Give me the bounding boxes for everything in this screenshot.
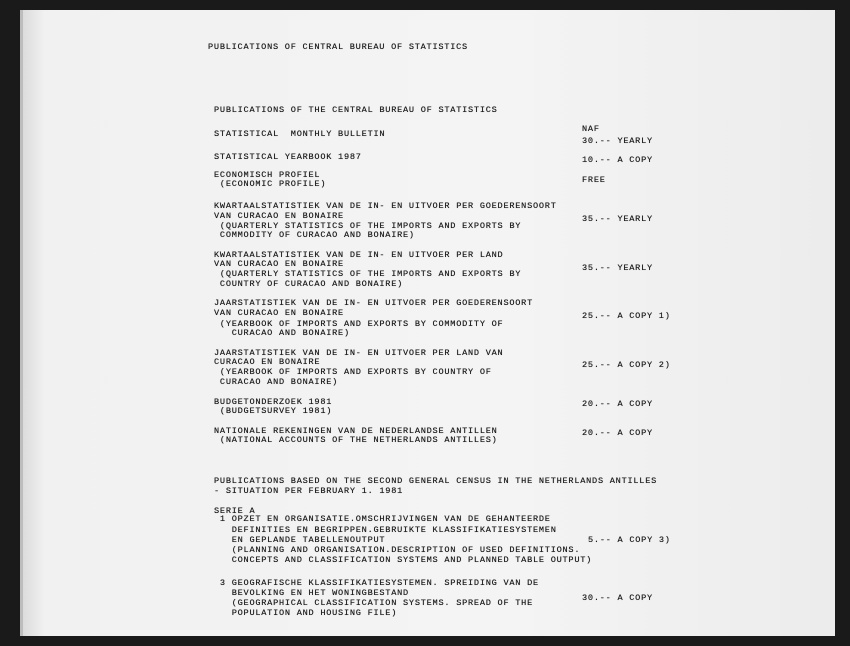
- census-subtitle: - SITUATION PER FEBRUARY 1. 1981: [214, 486, 404, 496]
- entry-line: (YEARBOOK OF IMPORTS AND EXPORTS BY COUNTRY OF: [214, 367, 492, 377]
- entry-price: 35.-- YEARLY: [582, 214, 653, 224]
- entry-line: CONCEPTS AND CLASSIFICATION SYSTEMS AND PLANNED TABLE OUTPUT): [214, 555, 593, 565]
- entry-line: JAARSTATISTIEK VAN DE IN- EN UITVOER PER GOEDERENSOORT: [214, 298, 533, 308]
- entry-line: KWARTAALSTATISTIEK VAN DE IN- EN UITVOER PER GOEDERENSOORT: [214, 201, 557, 211]
- entry-line: EN GEPLANDE TABELLENOUTPUT: [214, 535, 386, 545]
- entry-line: ECONOMISCH PROFIEL: [214, 170, 321, 180]
- entry-line: 1 OPZET EN ORGANISATIE.OMSCHRIJVINGEN VAN DE GEHANTEERDE: [214, 514, 551, 524]
- document-page: [20, 10, 835, 636]
- entry-line: (QUARTERLY STATISTICS OF THE IMPORTS AND EXPORTS BY: [214, 221, 522, 231]
- entry-line: STATISTICAL YEARBOOK 1987: [214, 152, 362, 162]
- entry-price: 20.-- A COPY: [582, 399, 653, 409]
- entry-line: JAARSTATISTIEK VAN DE IN- EN UITVOER PER LAND VAN: [214, 348, 504, 358]
- entry-price: 30.-- A COPY: [582, 593, 653, 603]
- entry-line: (QUARTERLY STATISTICS OF THE IMPORTS AND EXPORTS BY: [214, 269, 522, 279]
- section-title: PUBLICATIONS OF THE CENTRAL BUREAU OF STATISTICS: [214, 105, 498, 115]
- entry-price: 25.-- A COPY 2): [582, 360, 671, 370]
- page-gutter: [20, 10, 23, 636]
- entry-line: KWARTAALSTATISTIEK VAN DE IN- EN UITVOER PER LAND: [214, 250, 504, 260]
- series-label: SERIE A: [214, 506, 256, 516]
- entry-line: STATISTICAL MONTHLY BULLETIN: [214, 129, 386, 139]
- entry-price: 10.-- A COPY: [582, 155, 653, 165]
- entry-line: (ECONOMIC PROFILE): [214, 179, 327, 189]
- entry-price: 25.-- A COPY 1): [582, 311, 671, 321]
- entry-price: 30.-- YEARLY: [582, 136, 653, 146]
- entry-price: 5.-- A COPY 3): [588, 535, 671, 545]
- currency-label: NAF: [582, 124, 600, 134]
- entry-line: NATIONALE REKENINGEN VAN DE NEDERLANDSE ANTILLEN: [214, 426, 498, 436]
- entry-line: COUNTRY OF CURACAO AND BONAIRE): [214, 279, 404, 289]
- entry-line: (NATIONAL ACCOUNTS OF THE NETHERLANDS ANTILLES): [214, 435, 498, 445]
- entry-line: CURACAO AND BONAIRE): [214, 328, 350, 338]
- entry-line: 3 GEOGRAFISCHE KLASSIFIKATIESYSTEMEN. SPREIDING VAN DE: [214, 578, 539, 588]
- entry-line: DEFINITIES EN BEGRIPPEN.GEBRUIKTE KLASSIFIKATIESYSTEMEN: [214, 525, 557, 535]
- entry-line: COMMODITY OF CURACAO AND BONAIRE): [214, 230, 415, 240]
- entry-line: CURACAO EN BONAIRE: [214, 357, 321, 367]
- entry-line: (BUDGETSURVEY 1981): [214, 406, 333, 416]
- header-title: PUBLICATIONS OF CENTRAL BUREAU OF STATISTICS: [208, 42, 468, 52]
- entry-line: VAN CURACAO EN BONAIRE: [214, 259, 344, 269]
- entry-line: VAN CURACAO EN BONAIRE: [214, 211, 344, 221]
- entry-line: (YEARBOOK OF IMPORTS AND EXPORTS BY COMMODITY OF: [214, 319, 504, 329]
- entry-line: BEVOLKING EN HET WONINGBESTAND: [214, 588, 409, 598]
- entry-line: VAN CURACAO EN BONAIRE: [214, 308, 344, 318]
- census-title: PUBLICATIONS BASED ON THE SECOND GENERAL CENSUS IN THE NETHERLANDS ANTILLES: [214, 476, 658, 486]
- entry-price: FREE: [582, 175, 606, 185]
- entry-line: POPULATION AND HOUSING FILE): [214, 608, 398, 618]
- entry-price: 35.-- YEARLY: [582, 263, 653, 273]
- entry-line: BUDGETONDERZOEK 1981: [214, 397, 333, 407]
- entry-price: 20.-- A COPY: [582, 428, 653, 438]
- entry-line: (PLANNING AND ORGANISATION.DESCRIPTION OF USED DEFINITIONS.: [214, 545, 581, 555]
- entry-line: (GEOGRAPHICAL CLASSIFICATION SYSTEMS. SPREAD OF THE: [214, 598, 533, 608]
- entry-line: CURACAO AND BONAIRE): [214, 377, 339, 387]
